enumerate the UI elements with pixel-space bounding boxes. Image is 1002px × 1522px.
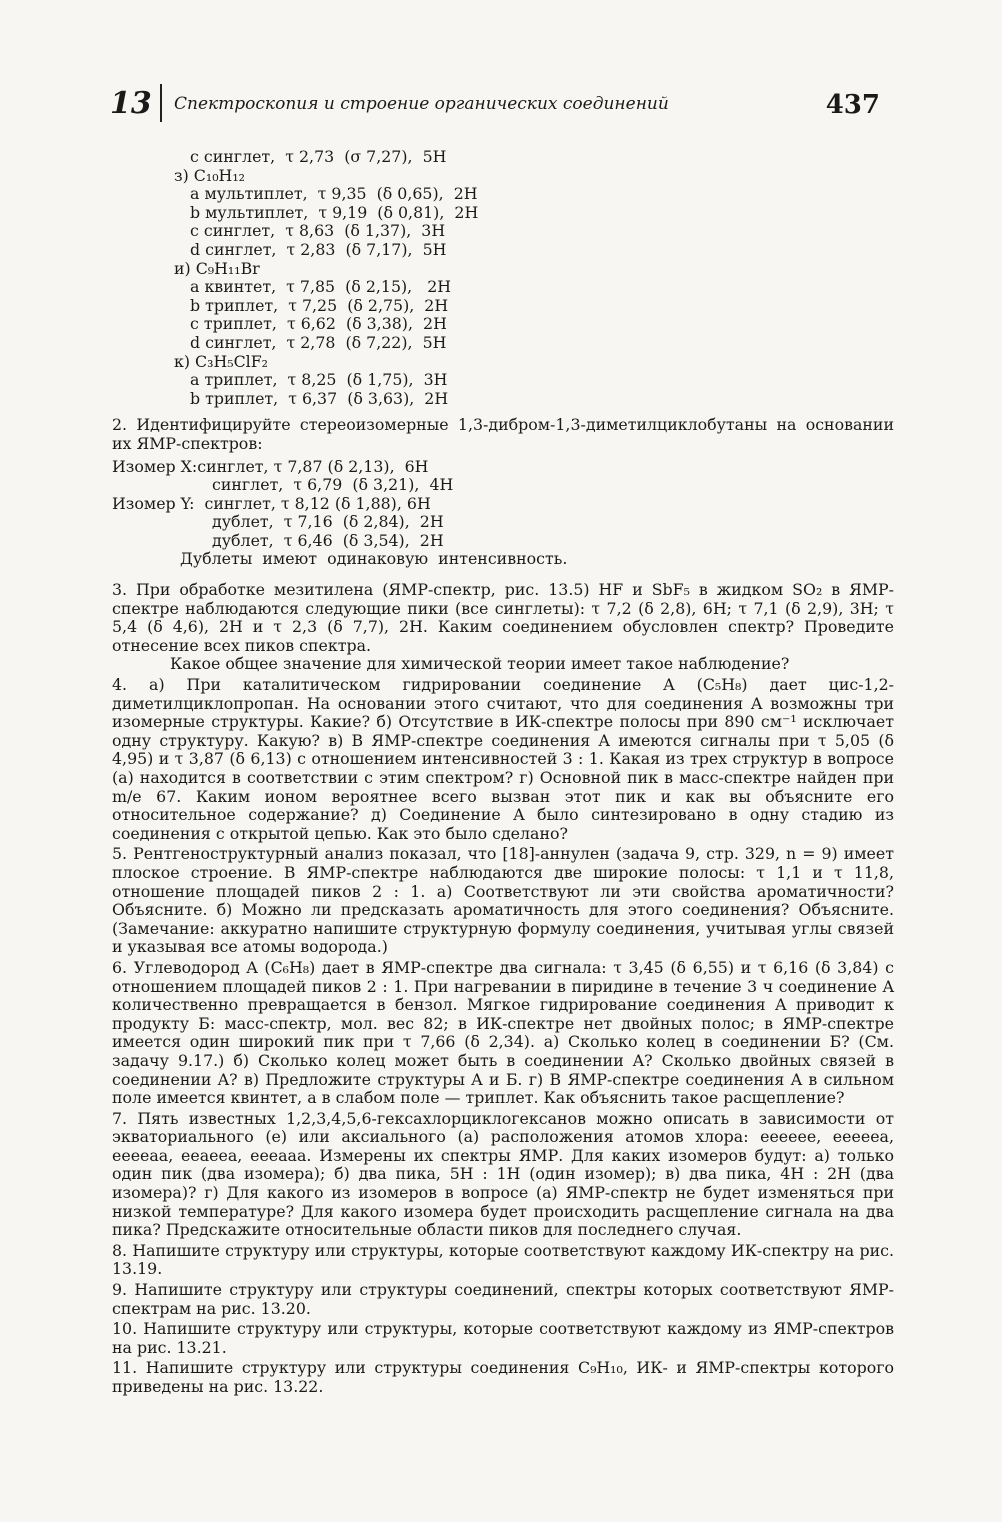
spectrum-line: a триплет, τ 8,25 (δ 1,75), 3H [190, 370, 448, 390]
spectrum-line: к) C₃H₅ClF₂ [174, 351, 269, 371]
isomer-line: Изомер Y: синглет, τ 8,12 (δ 1,88), 6H [112, 493, 431, 513]
problem-2-intro: 2. Идентифицируйте стереоизомерные 1,3-дибром-1,3-диметилциклобутаны на основании их ЯМР-спектров: [112, 415, 894, 453]
header-divider [160, 84, 162, 122]
spectrum-line: d синглет, τ 2,78 (δ 7,22), 5H [190, 332, 447, 352]
page-number: 437 [825, 90, 880, 120]
isomer-line: дублет, τ 7,16 (δ 2,84), 2H [212, 512, 444, 532]
page-header [110, 84, 900, 124]
isomer-line: синглет, τ 6,79 (δ 3,21), 4H [212, 475, 454, 495]
spectrum-line: b триплет, τ 6,37 (δ 3,63), 2H [190, 388, 449, 408]
problems-list [112, 581, 894, 1397]
chapter-number: 13 [110, 86, 152, 121]
problem-p10: 10. Напишите структуру или структуры, которые соответствуют каждому из ЯМР-спектров на рис. 13.21. [112, 1319, 894, 1357]
problem-p9: 9. Напишите структуру или структуры соединений, спектры которых соответствуют ЯМР-спектрам на рис. 13.20. [112, 1280, 894, 1318]
spectra-list [112, 148, 894, 408]
problem-p5: 5. Рентгеноструктурный анализ показал, что [18]-аннулен (задача 9, стр. 329, n = 9) имеет плоское строение. В ЯМР-спектре наблюдаются две широкие полосы: τ 1,1 и τ 11,8, отношение площадей пиков 2 : 1. а) Соответствуют ли эти свойства ароматичности? Объясните. б) Можно ли предсказать ароматичность для этого соединения? Объясните. (Замечание: аккуратно напишите структурную формулу соединения, учитывая углы связей и указывая все атомы водорода.) [112, 844, 894, 957]
spectrum-line: и) C₉H₁₁Br [174, 258, 260, 278]
running-title: Спектроскопия и строение органических соединений [174, 94, 669, 114]
spectrum-line: c синглет, τ 2,73 (σ 7,27), 5H [190, 147, 447, 166]
problem-p6: 6. Углеводород A (C₆H₈) дает в ЯМР-спектре два сигнала: τ 3,45 (δ 6,55) и τ 6,16 (δ 3,84) с отношением площадей пиков 2 : 1. При нагревании в пиридине в течение 3 ч соединение A количественно превращается в бензол. Мягкое гидрирование соединения A приводит к продукту Б: масс-спектр, мол. вес 82; в ИК-спектре нет двойных полос; в ЯМР-спектре имеется один широкий пик при τ 7,66 (δ 2,34). а) Сколько колец в соединении Б? (См. задачу 9.17.) б) Сколько колец может быть в соединении A? Сколько двойных связей в соединении A? в) Предложите структуры A и Б. г) В ЯМР-спектре соединения A в сильном поле имеется квинтет, а в слабом поле — триплет. Как объяснить такое расщепление? [112, 957, 894, 1108]
problem-p7: 7. Пять известных 1,2,3,4,5,6-гексахлорциклогексанов можно описать в зависимости от экваториального (e) или аксиального (a) расположения атомов хлора: eeeeee, eeeeea, eeeeaa, eeaeea, eeeaaa. Измерены их спектры ЯМР. Для каких изомеров будут: а) только один пик (два изомера); б) два пика, 5H : 1H (один изомер); в) два пика, 4H : 2H (два изомера)? г) Для какого из изомеров в вопросе (а) ЯМР-спектр не будет изменяться при низкой температуре? Для какого изомера будет происходить расщепление сигнала на два пика? Предскажите относительные области пиков для последнего случая. [112, 1108, 894, 1240]
page-body [112, 148, 894, 1397]
problem-2-isomers [112, 458, 894, 570]
spectrum-line: a мультиплет, τ 9,35 (δ 0,65), 2H [190, 184, 478, 204]
spectrum-line: b мультиплет, τ 9,19 (δ 0,81), 2H [190, 202, 479, 222]
problem-p3b: Какое общее значение для химической теории имеет такое наблюдение? [170, 654, 790, 674]
spectrum-line: d синглет, τ 2,83 (δ 7,17), 5H [190, 239, 447, 259]
spectrum-line: a квинтет, τ 7,85 (δ 2,15), 2H [190, 277, 452, 297]
spectrum-line: c триплет, τ 6,62 (δ 3,38), 2H [190, 314, 447, 334]
spectrum-line: b триплет, τ 7,25 (δ 2,75), 2H [190, 295, 449, 315]
isomer-line: Дублеты имеют одинаковую интенсивность. [180, 549, 568, 569]
isomer-line: дублет, τ 6,46 (δ 3,54), 2H [212, 530, 444, 550]
spectrum-line: з) C₁₀H₁₂ [174, 165, 245, 185]
problem-p3: 3. При обработке мезитилена (ЯМР-спектр, рис. 13.5) HF и SbF₅ в жидком SO₂ в ЯМР-спектре наблюдаются следующие пики (все синглеты): τ 7,2 (δ 2,8), 6H; τ 7,1 (δ 2,9), 3H; τ 5,4 (δ 4,6), 2H и τ 2,3 (δ 7,7), 2H. Каким соединением обусловлен спектр? Проведите отнесение всех пиков спектра. [112, 580, 894, 655]
problem-p4: 4. а) При каталитическом гидрировании соединение A (C₅H₈) дает цис-1,2-диметилциклопропан. На основании этого считают, что для соединения A возможны три изомерные структуры. Какие? б) Отсутствие в ИК-спектре полосы при 890 см⁻¹ исключает одну структуру. Какую? в) В ЯМР-спектре соединения A имеются сигналы при τ 5,05 (δ 4,95) и τ 3,87 (δ 6,13) с отношением интенсивностей 3 : 1. Какая из трех структур в вопросе (а) находится в соответствии с этим спектром? г) Основной пик в масс-спектре найден при m/e 67. Каким ионом вероятнее всего вызван этот пик и как вы объясните его относительное содержание? д) Соединение A было синтезировано в одну стадию из соединения с открытой цепью. Как это было сделано? [112, 675, 894, 843]
problem-p11: 11. Напишите структуру или структуры соединения C₉H₁₀, ИК- и ЯМР-спектры которого приведены на рис. 13.22. [112, 1358, 894, 1396]
spectrum-line: c синглет, τ 8,63 (δ 1,37), 3H [190, 221, 446, 241]
isomer-line: Изомер X:синглет, τ 7,87 (δ 2,13), 6H [112, 456, 429, 476]
problem-p8: 8. Напишите структуру или структуры, которые соответствуют каждому ИК-спектру на рис. 13.19. [112, 1240, 894, 1279]
